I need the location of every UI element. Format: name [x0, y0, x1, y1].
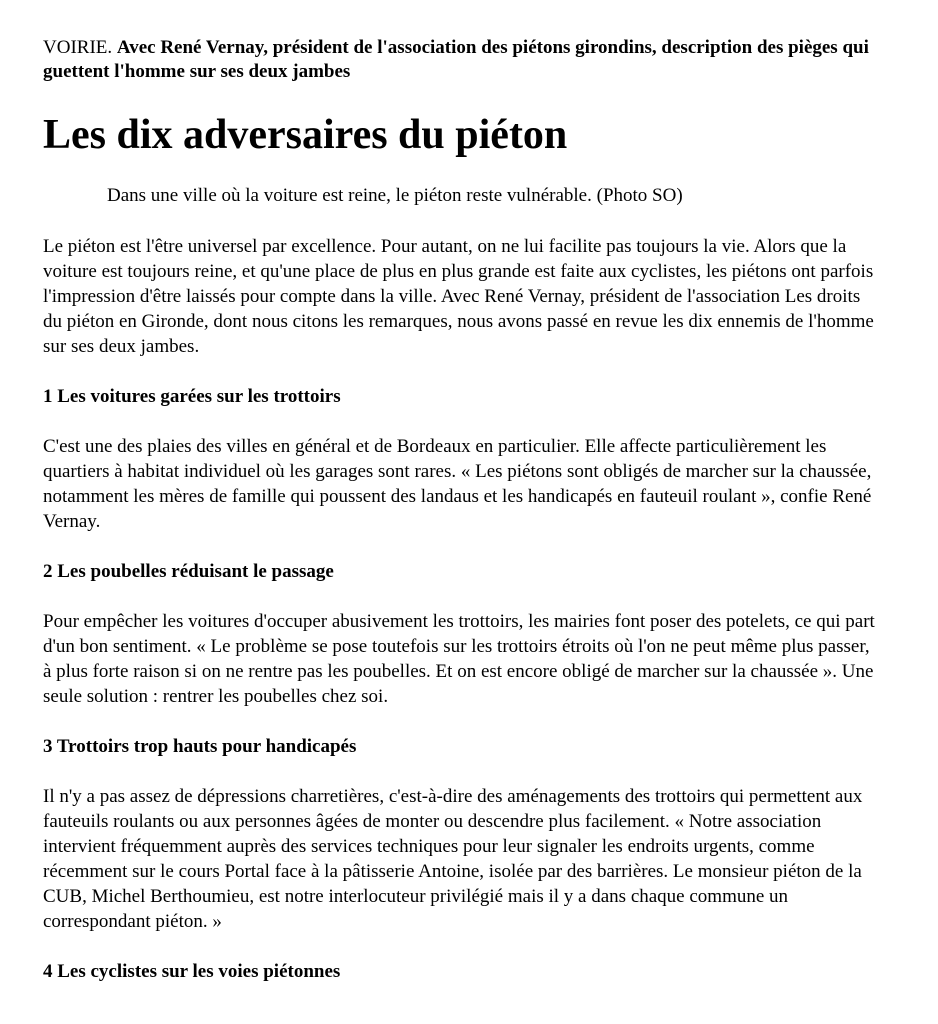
- section-heading-4: 4 Les cyclistes sur les voies piétonnes: [43, 961, 341, 982]
- kicker-text: Avec René Vernay, président de l'association des piétons girondins, description des pièges qui guettent l'homme sur ses deux jambes: [43, 37, 869, 82]
- section-heading-3: 3 Trottoirs trop hauts pour handicapés: [43, 736, 357, 757]
- section-text-2: Pour empêcher les voitures d'occuper abusivement les trottoirs, les mairies font poser des potelets, ce qui part d'un bon sentiment. « Le problème se pose toutefois sur les trottoirs étroits où l'on ne peut même plus passer, à plus forte raison si on ne rentre pas les poubelles. Et on est encore obligé de marcher sur la chaussée ». Une seule solution : rentrer les poubelles chez soi.: [43, 611, 875, 707]
- section-text-3: Il n'y a pas assez de dépressions charretières, c'est-à-dire des aménagements des trottoirs qui permettent aux fauteuils roulants ou aux personnes âgées de monter ou descendre plus facilement. « Notre association intervient fréquemment auprès des services techniques pour leur signaler les endroits urgents, comme récemment sur le cours Portal face à la pâtisserie Antoine, isolée par des barrières. Le monsieur piéton de la CUB, Michel Berthoumieu, est notre interlocuteur privilégié mais il y a dans chaque commune un correspondant piéton. »: [43, 786, 863, 932]
- article-intro: Le piéton est l'être universel par excellence. Pour autant, on ne lui facilite pas toujours la vie. Alors que la voiture est toujours reine, et qu'une place de plus en plus grande est faite aux cyclistes, les piétons ont parfois l'impression d'être laissés pour compte dans la ville. Avec René Vernay, président de l'association Les droits du piéton en Gironde, dont nous citons les remarques, nous avons passé en revue les dix ennemis de l'homme sur ses deux jambes.: [43, 236, 874, 357]
- photo-caption: Dans une ville où la voiture est reine, le piéton reste vulnérable. (Photo SO): [107, 185, 683, 206]
- section-heading-1: 1 Les voitures garées sur les trottoirs: [43, 386, 341, 407]
- section-heading-2: 2 Les poubelles réduisant le passage: [43, 561, 334, 582]
- article-kicker: [43, 36, 878, 84]
- section-text-1: C'est une des plaies des villes en général et de Bordeaux en particulier. Elle affecte particulièrement les quartiers à habitat individuel où les garages sont rares. « Les piétons sont obligés de marcher sur la chaussée, notamment les mères de famille qui poussent des landaus et les handicapés en fauteuil roulant », confie René Vernay.: [43, 436, 872, 532]
- article-headline: Les dix adversaires du piéton: [43, 112, 568, 158]
- kicker-label: VOIRIE.: [43, 37, 113, 58]
